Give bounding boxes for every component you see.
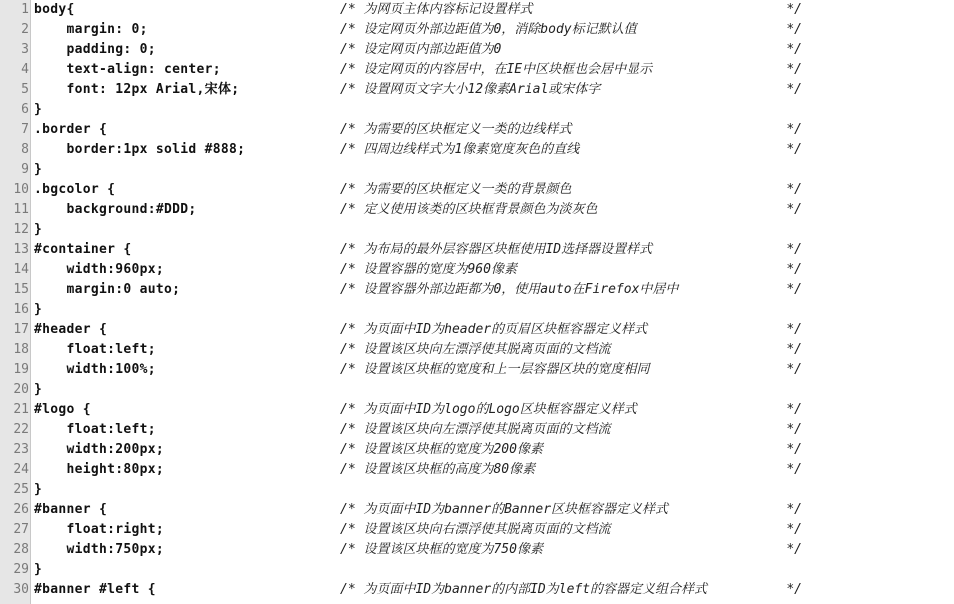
code-comment[interactable]: [340, 520, 802, 540]
line-number: 5: [21, 82, 29, 97]
line-number: 25: [13, 482, 29, 497]
code-comment[interactable]: [340, 240, 802, 260]
code-comment[interactable]: [340, 200, 802, 220]
comment-close: */: [786, 462, 802, 477]
code-line[interactable]: [0, 280, 954, 300]
comment-close: */: [786, 282, 802, 297]
code-text[interactable]: width:200px;: [34, 442, 165, 457]
comment-text: /* 为页面中ID为banner的Banner区块框容器定义样式: [340, 502, 669, 517]
code-line[interactable]: [0, 560, 954, 580]
code-text[interactable]: float:left;: [34, 422, 156, 437]
code-comment[interactable]: [340, 260, 802, 280]
code-text[interactable]: #logo {: [34, 402, 91, 417]
line-number: 9: [21, 162, 29, 177]
code-line[interactable]: [0, 40, 954, 60]
code-line[interactable]: [0, 480, 954, 500]
line-number: 16: [13, 302, 29, 317]
code-line[interactable]: [0, 160, 954, 180]
comment-close: */: [786, 42, 802, 57]
code-line[interactable]: [0, 140, 954, 160]
code-text[interactable]: }: [34, 562, 43, 577]
code-line[interactable]: [0, 200, 954, 220]
line-number: 23: [13, 442, 29, 457]
comment-text: /* 设置网页文字大小12像素Arial或宋体字: [340, 82, 601, 97]
code-text[interactable]: padding: 0;: [34, 42, 156, 57]
code-comment[interactable]: [340, 40, 802, 60]
comment-close: */: [786, 362, 802, 377]
comment-text: /* 设置容器的宽度为960像素: [340, 262, 517, 277]
code-text[interactable]: margin:0 auto;: [34, 282, 181, 297]
comment-text: /* 为布局的最外层容器区块框使用ID选择器设置样式: [340, 242, 653, 257]
code-line[interactable]: [0, 500, 954, 520]
comment-close: */: [786, 82, 802, 97]
code-text[interactable]: height:80px;: [34, 462, 165, 477]
code-text[interactable]: }: [34, 382, 43, 397]
code-line[interactable]: [0, 180, 954, 200]
code-comment[interactable]: [340, 460, 802, 480]
comment-close: */: [786, 202, 802, 217]
line-number: 26: [13, 502, 29, 517]
code-text[interactable]: border:1px solid #888;: [34, 142, 246, 157]
comment-text: /* 设置该区块向左漂浮使其脱离页面的文档流: [340, 342, 611, 357]
code-line[interactable]: [0, 460, 954, 480]
code-line[interactable]: [0, 440, 954, 460]
code-line[interactable]: [0, 540, 954, 560]
comment-close: */: [786, 442, 802, 457]
code-comment[interactable]: [340, 400, 802, 420]
code-text[interactable]: margin: 0;: [34, 22, 148, 37]
code-text[interactable]: #header {: [34, 322, 108, 337]
code-text[interactable]: }: [34, 302, 43, 317]
comment-text: /* 设置容器外部边距都为0，使用auto在Firefox中居中: [340, 282, 679, 297]
code-text[interactable]: width:960px;: [34, 262, 165, 277]
code-line[interactable]: [0, 360, 954, 380]
code-text[interactable]: }: [34, 102, 43, 117]
code-comment[interactable]: [340, 120, 802, 140]
code-comment[interactable]: [340, 180, 802, 200]
comment-text: /* 设定网页外部边距值为0，消除body标记默认值: [340, 22, 637, 37]
line-number: 28: [13, 542, 29, 557]
comment-text: /* 设置该区块向左漂浮使其脱离页面的文档流: [340, 422, 611, 437]
code-line[interactable]: [0, 120, 954, 140]
code-line[interactable]: [0, 0, 954, 20]
code-line[interactable]: [0, 60, 954, 80]
line-number: 3: [21, 42, 29, 57]
line-number: 22: [13, 422, 29, 437]
comment-text: /* 为网页主体内容标记设置样式: [340, 2, 533, 17]
code-line[interactable]: [0, 580, 954, 600]
code-text[interactable]: float:left;: [34, 342, 156, 357]
comment-close: */: [786, 142, 802, 157]
code-comment[interactable]: [340, 20, 802, 40]
code-text[interactable]: background:#DDD;: [34, 202, 197, 217]
code-text[interactable]: #container {: [34, 242, 132, 257]
line-number: 19: [13, 362, 29, 377]
line-number: 4: [21, 62, 29, 77]
comment-close: */: [786, 422, 802, 437]
line-number: 14: [13, 262, 29, 277]
comment-text: /* 设置该区块框的宽度为750像素: [340, 542, 543, 557]
code-comment[interactable]: [340, 540, 802, 560]
code-text[interactable]: float:right;: [34, 522, 165, 537]
comment-close: */: [786, 2, 802, 17]
line-number: 21: [13, 402, 29, 417]
comment-text: /* 设置该区块框的高度为80像素: [340, 462, 536, 477]
code-comment[interactable]: [340, 360, 802, 380]
comment-close: */: [786, 582, 802, 597]
line-number: 27: [13, 522, 29, 537]
code-comment[interactable]: [340, 580, 802, 600]
line-number: 20: [13, 382, 29, 397]
code-text[interactable]: font: 12px Arial,宋体;: [34, 82, 240, 97]
line-number: 18: [13, 342, 29, 357]
line-number: 10: [13, 182, 29, 197]
code-line[interactable]: [0, 420, 954, 440]
code-text[interactable]: }: [34, 162, 43, 177]
line-number: 12: [13, 222, 29, 237]
code-comment[interactable]: [340, 320, 802, 340]
comment-text: /* 为页面中ID为header的页眉区块框容器定义样式: [340, 322, 648, 337]
code-comment[interactable]: [340, 80, 802, 100]
comment-close: */: [786, 322, 802, 337]
code-line[interactable]: [0, 240, 954, 260]
code-comment[interactable]: [340, 60, 802, 80]
code-text[interactable]: #banner #left {: [34, 582, 156, 597]
code-line[interactable]: [0, 220, 954, 240]
line-number: 6: [21, 102, 29, 117]
code-line[interactable]: [0, 80, 954, 100]
line-number: 30: [13, 582, 29, 597]
code-text[interactable]: #banner {: [34, 502, 108, 517]
line-number: 1: [21, 2, 29, 17]
code-comment[interactable]: [340, 140, 802, 160]
comment-close: */: [786, 342, 802, 357]
comment-text: /* 为需要的区块框定义一类的背景颜色: [340, 182, 572, 197]
line-number: 7: [21, 122, 29, 137]
line-number: 11: [13, 202, 29, 217]
comment-close: */: [786, 182, 802, 197]
code-text[interactable]: width:750px;: [34, 542, 165, 557]
code-text[interactable]: .bgcolor {: [34, 182, 116, 197]
line-number: 8: [21, 142, 29, 157]
code-text[interactable]: text-align: center;: [34, 62, 221, 77]
code-line[interactable]: [0, 520, 954, 540]
comment-text: /* 四周边线样式为1像素宽度灰色的直线: [340, 142, 580, 157]
code-text[interactable]: }: [34, 222, 43, 237]
line-number: 15: [13, 282, 29, 297]
comment-text: /* 为页面中ID为logo的Logo区块框容器定义样式: [340, 402, 637, 417]
comment-close: */: [786, 542, 802, 557]
comment-close: */: [786, 262, 802, 277]
code-comment[interactable]: [340, 420, 802, 440]
comment-close: */: [786, 502, 802, 517]
code-line[interactable]: [0, 20, 954, 40]
code-line[interactable]: [0, 400, 954, 420]
comment-close: */: [786, 522, 802, 537]
comment-text: /* 定义使用该类的区块框背景颜色为淡灰色: [340, 202, 598, 217]
comment-text: /* 设置该区块框的宽度和上一层容器区块的宽度相同: [340, 362, 650, 377]
line-number: 29: [13, 562, 29, 577]
comment-text: /* 设置该区块框的宽度为200像素: [340, 442, 543, 457]
code-comment[interactable]: [340, 500, 802, 520]
code-line[interactable]: [0, 300, 954, 320]
comment-text: /* 设定网页内部边距值为0: [340, 42, 502, 57]
code-comment[interactable]: [340, 340, 802, 360]
code-comment[interactable]: [340, 280, 802, 300]
comment-close: */: [786, 122, 802, 137]
code-line[interactable]: [0, 380, 954, 400]
comment-close: */: [786, 62, 802, 77]
code-comment[interactable]: [340, 0, 802, 20]
line-number: 17: [13, 322, 29, 337]
comment-text: /* 为需要的区块框定义一类的边线样式: [340, 122, 572, 137]
comment-text: /* 设定网页的内容居中，在IE中区块框也会居中显示: [340, 62, 653, 77]
code-line[interactable]: [0, 340, 954, 360]
comment-close: */: [786, 242, 802, 257]
line-number: 2: [21, 22, 29, 37]
code-comment[interactable]: [340, 440, 802, 460]
line-number: 13: [13, 242, 29, 257]
comment-text: /* 设置该区块向右漂浮使其脱离页面的文档流: [340, 522, 611, 537]
comment-close: */: [786, 402, 802, 417]
code-line[interactable]: [0, 100, 954, 120]
code-text[interactable]: width:100%;: [34, 362, 156, 377]
code-line[interactable]: [0, 260, 954, 280]
comment-close: */: [786, 22, 802, 37]
code-line[interactable]: [0, 320, 954, 340]
line-number: 24: [13, 462, 29, 477]
comment-text: /* 为页面中ID为banner的内部ID为left的容器定义组合样式: [340, 582, 708, 597]
code-text[interactable]: }: [34, 482, 43, 497]
code-text[interactable]: .border {: [34, 122, 108, 137]
code-text[interactable]: body{: [34, 2, 75, 17]
